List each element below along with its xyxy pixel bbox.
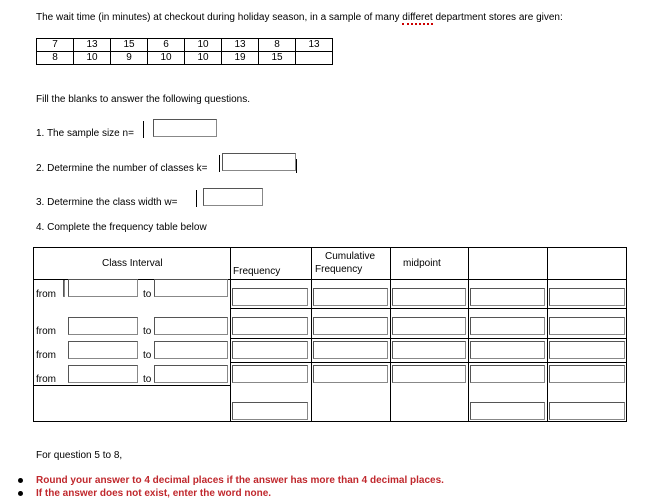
- extra-input[interactable]: [549, 317, 625, 335]
- lower-limit-input[interactable]: [68, 279, 138, 297]
- text-cursor: [296, 159, 297, 173]
- data-cell: 7: [37, 39, 74, 52]
- table-line: [33, 247, 627, 248]
- misspelled-word: differet: [402, 12, 433, 23]
- class-interval-header: Class Interval: [102, 258, 163, 269]
- none-instruction: If the answer does not exist, enter the word none.: [36, 488, 272, 499]
- extra-input[interactable]: [470, 288, 545, 306]
- total-extra-input[interactable]: [549, 402, 625, 420]
- upper-limit-input[interactable]: [154, 317, 228, 335]
- table-line: [33, 247, 34, 422]
- frequency-input[interactable]: [232, 317, 308, 335]
- table-line: [311, 247, 312, 422]
- frequency-table: [33, 247, 627, 422]
- from-label: from: [36, 289, 56, 300]
- text-cursor: [196, 190, 197, 207]
- data-cell: 13: [296, 39, 333, 52]
- data-cell: 10: [185, 52, 222, 65]
- table-line: [390, 247, 391, 422]
- extra-input[interactable]: [549, 288, 625, 306]
- frequency-header: Frequency: [233, 266, 281, 277]
- upper-limit-input[interactable]: [154, 279, 228, 297]
- table-line: [547, 247, 548, 422]
- data-cell: 13: [222, 39, 259, 52]
- cumulative-header: Cumulative: [325, 251, 376, 262]
- from-label: from: [36, 326, 56, 337]
- cumulative-frequency-input[interactable]: [313, 341, 388, 359]
- data-cell: 6: [148, 39, 185, 52]
- lower-limit-input[interactable]: [68, 365, 138, 383]
- midpoint-input[interactable]: [392, 288, 466, 306]
- midpoint-input[interactable]: [392, 341, 466, 359]
- cumulative-frequency-input[interactable]: [313, 288, 388, 306]
- wait-time-data-table: [36, 38, 333, 65]
- extra-input[interactable]: [470, 365, 545, 383]
- rounding-instruction: Round your answer to 4 decimal places if the answer has more than 4 decimal places.: [36, 475, 444, 486]
- total-extra-input[interactable]: [470, 402, 545, 420]
- table-line: [230, 362, 627, 363]
- q2-label: 2. Determine the number of classes k=: [36, 163, 208, 174]
- extra-input[interactable]: [470, 317, 545, 335]
- to-label: to: [143, 289, 152, 300]
- frequency-input[interactable]: [232, 288, 308, 306]
- upper-limit-input[interactable]: [154, 365, 228, 383]
- data-cell: [296, 52, 333, 65]
- midpoint-input[interactable]: [392, 317, 466, 335]
- data-row: [37, 39, 333, 52]
- to-label: to: [143, 374, 152, 385]
- data-cell: 15: [111, 39, 148, 52]
- data-cell: 15: [259, 52, 296, 65]
- data-cell: 10: [74, 52, 111, 65]
- to-label: to: [143, 350, 152, 361]
- table-line: [33, 421, 627, 422]
- extra-input[interactable]: [549, 341, 625, 359]
- to-label: to: [143, 326, 152, 337]
- total-frequency-input[interactable]: [232, 402, 308, 420]
- q1-label: 1. The sample size n=: [36, 128, 134, 139]
- data-cell: 10: [148, 52, 185, 65]
- upper-limit-input[interactable]: [154, 341, 228, 359]
- lower-limit-input-edge[interactable]: [63, 280, 65, 297]
- sample-size-input[interactable]: [153, 119, 217, 137]
- data-cell: 19: [222, 52, 259, 65]
- q4-label: 4. Complete the frequency table below: [36, 222, 207, 233]
- table-line: [468, 247, 469, 422]
- num-classes-input[interactable]: [222, 153, 296, 171]
- frequency-input[interactable]: [232, 365, 308, 383]
- midpoint-header: midpoint: [403, 258, 441, 269]
- data-cell: 13: [74, 39, 111, 52]
- frequency-input[interactable]: [232, 341, 308, 359]
- data-cell: 9: [111, 52, 148, 65]
- cumulative-frequency-input[interactable]: [313, 365, 388, 383]
- midpoint-input[interactable]: [392, 365, 466, 383]
- cumulative-header-line2: Frequency: [315, 264, 363, 275]
- from-label: from: [36, 374, 56, 385]
- fill-blanks-instruction: Fill the blanks to answer the following questions.: [36, 94, 251, 105]
- table-line: [626, 247, 627, 422]
- table-line: [230, 247, 231, 422]
- for-questions-label: For question 5 to 8,: [36, 450, 123, 461]
- text-cursor: [219, 155, 220, 172]
- extra-input[interactable]: [549, 365, 625, 383]
- cumulative-frequency-input[interactable]: [313, 317, 388, 335]
- extra-input[interactable]: [470, 341, 545, 359]
- table-line: [230, 338, 627, 339]
- table-line: [33, 385, 230, 386]
- bullet-icon: [18, 478, 23, 483]
- data-cell: 8: [37, 52, 74, 65]
- class-width-input[interactable]: [203, 188, 263, 206]
- data-cell: 8: [259, 39, 296, 52]
- text-cursor: [143, 121, 144, 138]
- data-row: [37, 52, 333, 65]
- data-cell: 10: [185, 39, 222, 52]
- bullet-icon: [18, 491, 23, 496]
- q3-label: 3. Determine the class width w=: [36, 197, 178, 208]
- from-label: from: [36, 350, 56, 361]
- lower-limit-input[interactable]: [68, 317, 138, 335]
- table-line: [230, 308, 627, 309]
- question-intro: The wait time (in minutes) at checkout during holiday season, in a sample of many differet department stores are given:: [36, 12, 563, 23]
- lower-limit-input[interactable]: [68, 341, 138, 359]
